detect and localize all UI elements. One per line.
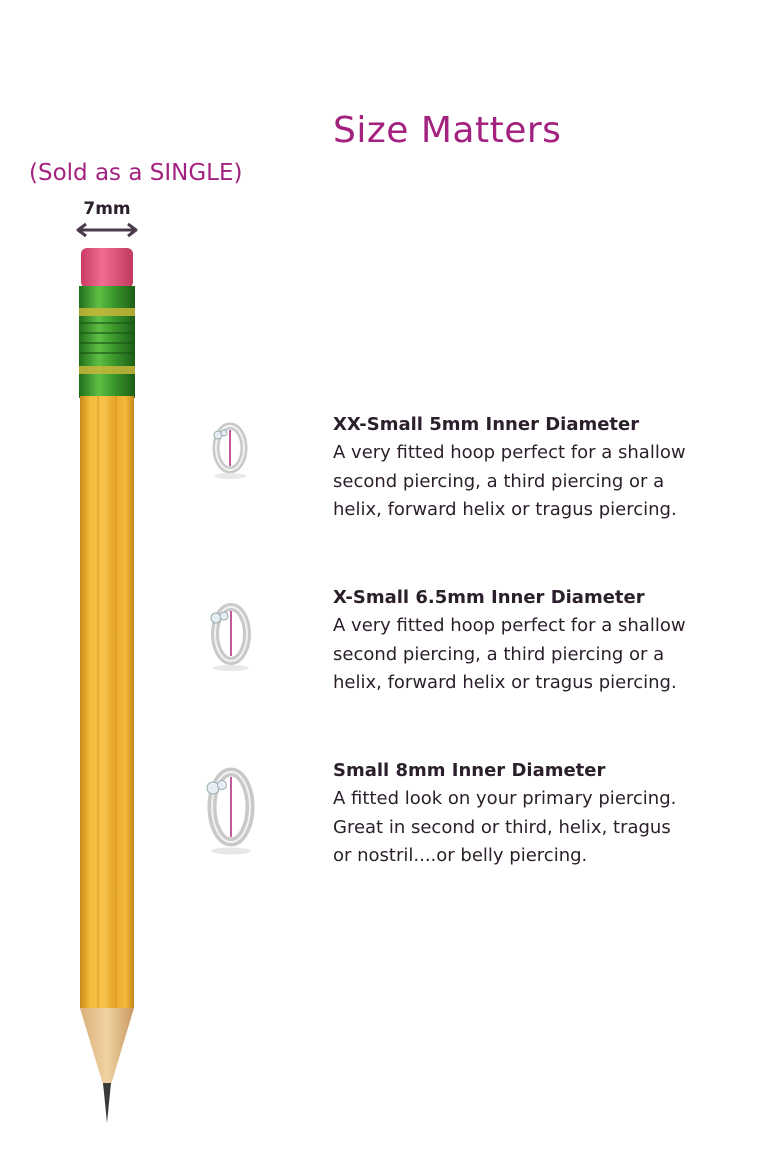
size-title: X-Small 6.5mm Inner Diameter xyxy=(333,587,645,608)
size-xx-small xyxy=(333,411,753,525)
sold-as-single-note: (Sold as a SINGLE) xyxy=(29,160,243,186)
size-x-small xyxy=(333,584,753,698)
size-small xyxy=(333,757,753,871)
measure-label: 7mm xyxy=(83,199,131,219)
small-hoop-image xyxy=(194,762,260,858)
size-description: A very fitted hoop perfect for a shallow second piercing, a third piercing or a helix, forward helix or tragus piercing. xyxy=(333,615,686,693)
page-title: Size Matters xyxy=(333,110,562,151)
pencil-scale-image xyxy=(76,248,140,1128)
size-description: A very fitted hoop perfect for a shallow second piercing, a third piercing or a helix, forward helix or tragus piercing. xyxy=(333,442,686,520)
double-arrow-icon xyxy=(74,222,140,238)
size-title: XX-Small 5mm Inner Diameter xyxy=(333,414,640,435)
xx-small-hoop-image xyxy=(202,418,252,482)
size-title: Small 8mm Inner Diameter xyxy=(333,760,606,781)
x-small-hoop-image xyxy=(199,598,257,674)
size-description: A fitted look on your primary piercing. Great in second or third, helix, tragus or nostril....or belly piercing. xyxy=(333,788,677,866)
